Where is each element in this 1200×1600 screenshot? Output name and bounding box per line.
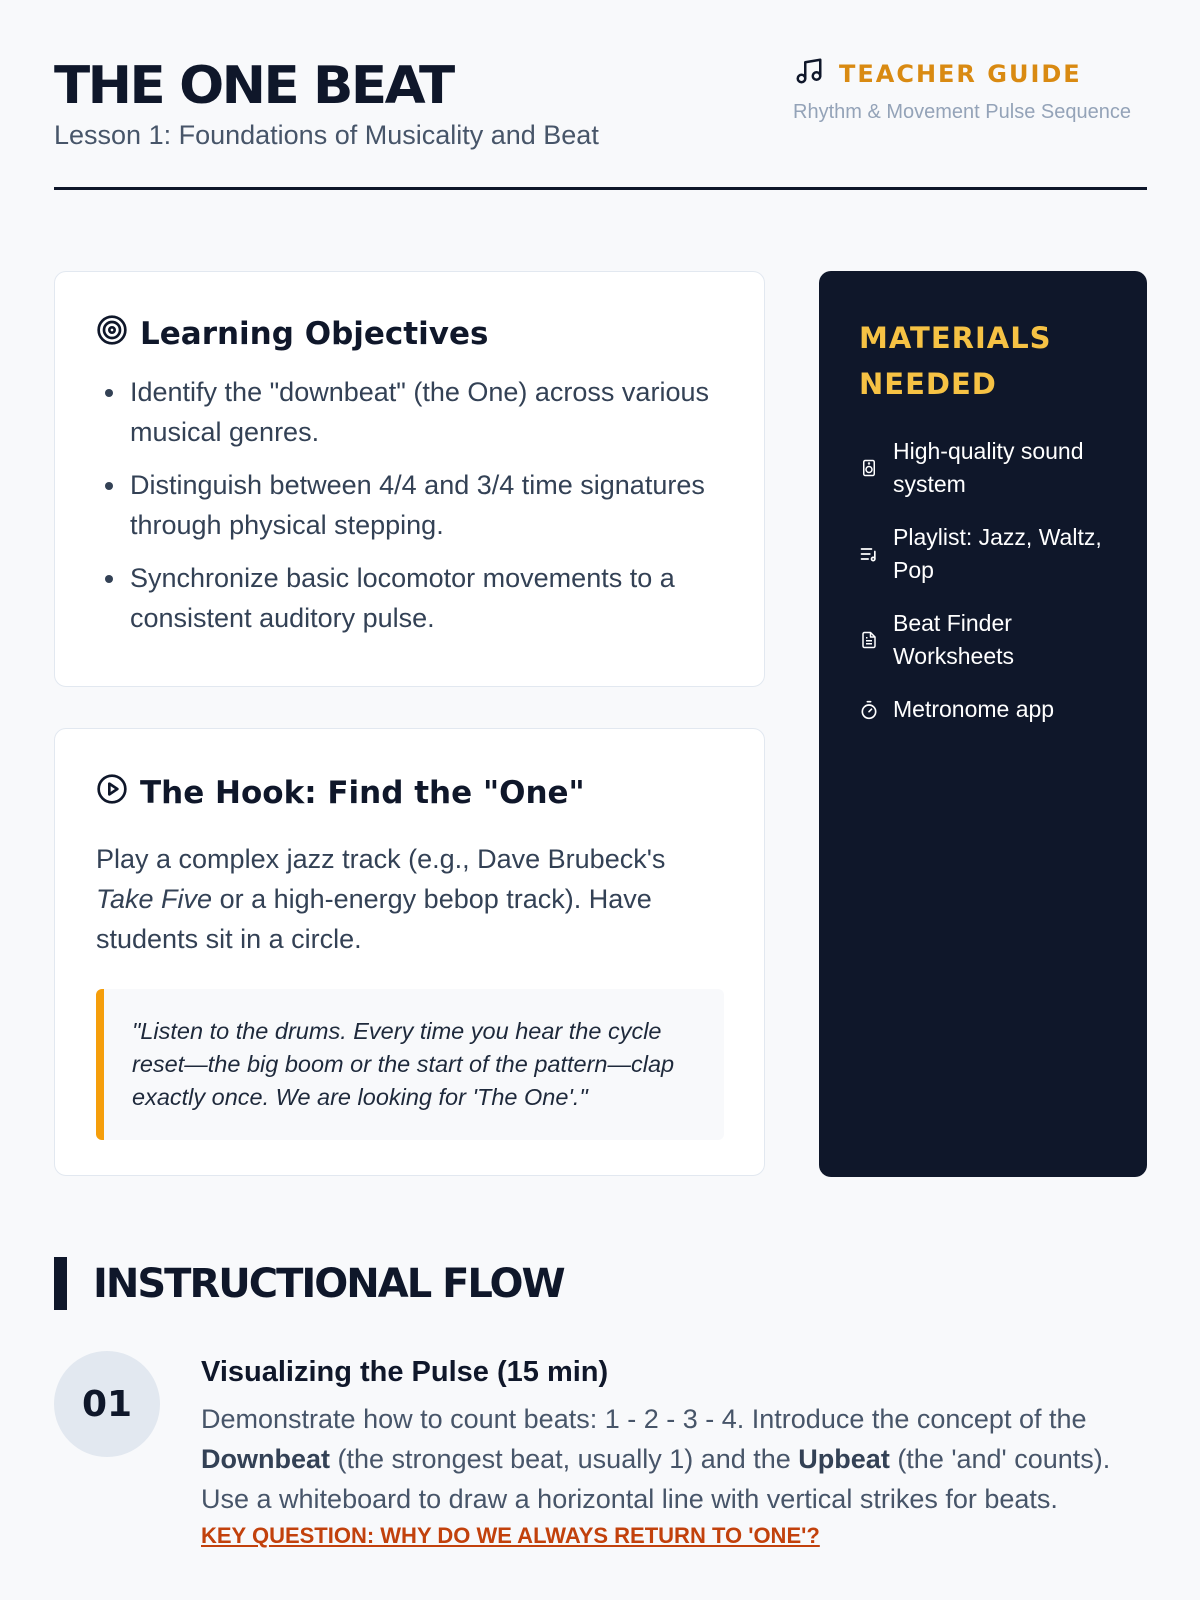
- hook-card: [54, 728, 765, 1176]
- teacher-guide-label: [793, 56, 1147, 124]
- materials-list: [859, 435, 1119, 726]
- song-title: Take Five: [96, 884, 213, 914]
- material-label: Playlist: Jazz, Waltz, Pop: [893, 524, 1102, 583]
- materials-panel: [819, 271, 1147, 1177]
- hook-quote: "Listen to the drums. Every time you hear the cycle reset—the big boom or the start of the pattern—clap exactly once. We are looking for 'The One'.": [96, 989, 724, 1140]
- music-note-icon: [793, 56, 825, 91]
- objectives-list: [96, 372, 724, 638]
- material-label: Metronome app: [893, 696, 1055, 722]
- material-label: High-quality sound system: [893, 438, 1084, 497]
- playlist-icon: [859, 544, 879, 564]
- material-item: [859, 607, 1119, 673]
- hook-heading: [96, 773, 724, 813]
- key-question-link[interactable]: KEY QUESTION: WHY DO WE ALWAYS RETURN TO 'ONE'?: [201, 1523, 820, 1548]
- objectives-card: [54, 271, 765, 687]
- objective-item: • Synchronize basic locomotor movements to a consistent auditory pulse.: [128, 558, 724, 638]
- document-icon: [859, 630, 879, 650]
- objective-item: • Identify the "downbeat" (the One) across various musical genres.: [128, 372, 724, 452]
- downbeat-term: Downbeat: [201, 1444, 331, 1474]
- material-item: [859, 435, 1119, 501]
- flow-step: [201, 1356, 1147, 1549]
- page-subtitle: Lesson 1: Foundations of Musicality and Beat: [54, 120, 599, 150]
- play-circle-icon: [96, 773, 128, 813]
- step-title: Visualizing the Pulse (15 min): [201, 1356, 609, 1388]
- material-label: Beat Finder Worksheets: [893, 610, 1015, 669]
- speaker-icon: [859, 458, 879, 478]
- section-accent-bar: [54, 1257, 67, 1310]
- material-item: [859, 521, 1119, 587]
- guide-label: TEACHER GUIDE: [839, 59, 1082, 88]
- objective-item: • Distinguish between 4/4 and 3/4 time signatures through physical stepping.: [128, 465, 724, 545]
- page-title: THE ONE BEAT: [54, 56, 453, 116]
- target-icon: [96, 314, 128, 354]
- materials-title: MATERIALS NEEDED: [859, 321, 1052, 401]
- material-item: [859, 693, 1119, 726]
- instructional-flow-heading: [54, 1257, 564, 1310]
- stopwatch-icon: [859, 699, 879, 721]
- page-header: [54, 56, 1147, 190]
- objectives-title: Learning Objectives: [140, 316, 489, 352]
- hook-description: Play a complex jazz track (e.g., Dave Brubeck's Take Five or a high-energy bebop track). Have students sit in a circle.: [96, 844, 666, 954]
- flow-title: INSTRUCTIONAL FLOW: [93, 1260, 564, 1307]
- hook-title: The Hook: Find the "One": [140, 775, 585, 811]
- step-number-badge: 01: [54, 1351, 160, 1457]
- guide-subtitle: Rhythm & Movement Pulse Sequence: [793, 101, 1131, 123]
- upbeat-term: Upbeat: [798, 1444, 890, 1474]
- step-description: Demonstrate how to count beats: 1 - 2 - 3 - 4. Introduce the concept of the Downbeat (the strongest beat, usually 1) and the Upbeat (the 'and' counts). Use a whiteboard to draw a horizontal line with vertical strikes for beats.: [201, 1404, 1111, 1514]
- objectives-heading: [96, 314, 724, 354]
